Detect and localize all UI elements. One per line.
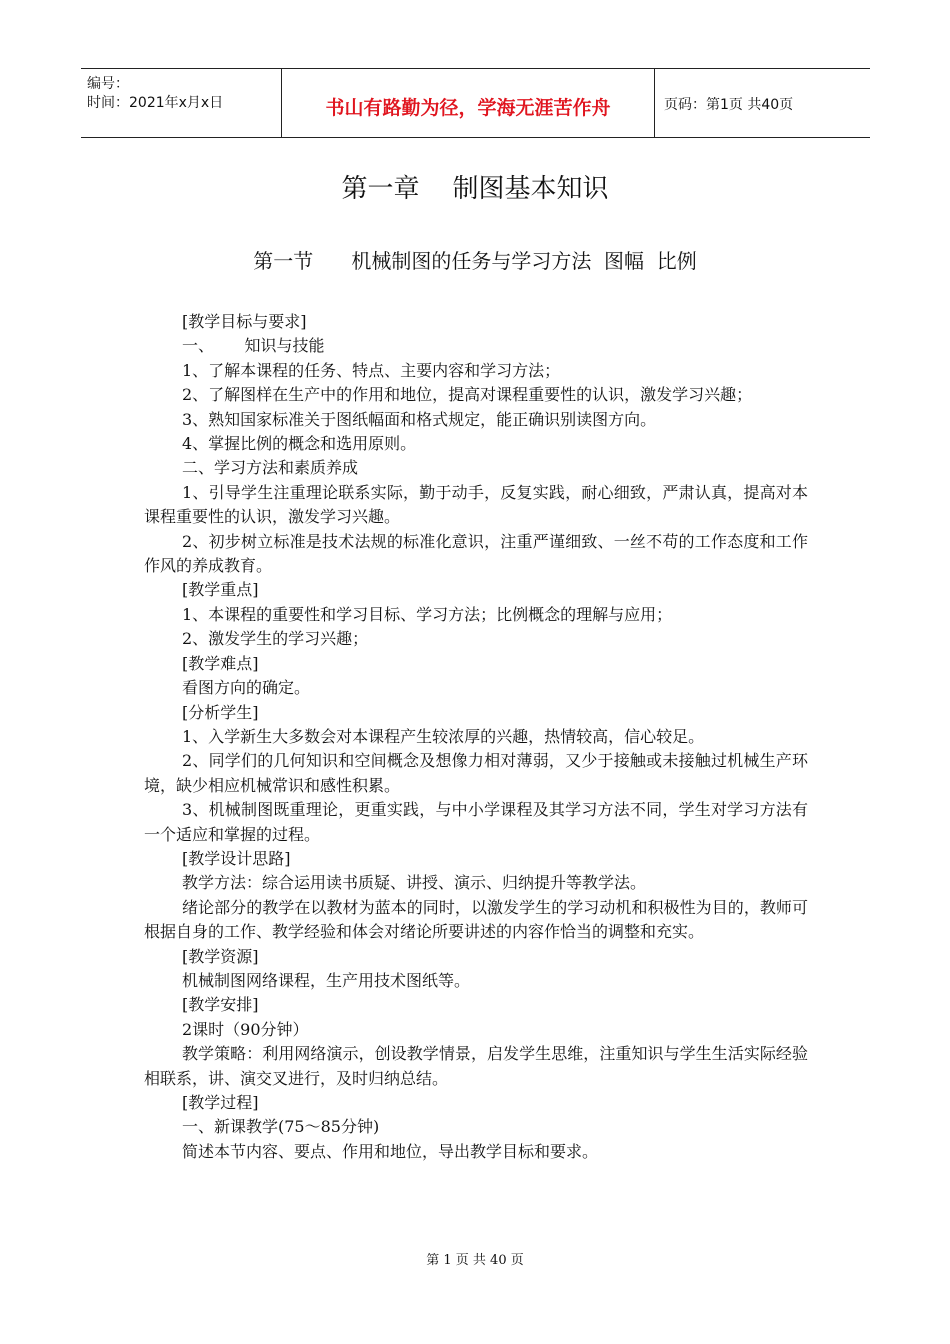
- body-text: [144, 310, 808, 1164]
- paragraph: 二、学习方法和素质养成: [182, 458, 359, 478]
- paragraph: [教学难点]: [182, 653, 259, 673]
- paragraph: [教学目标与要求]: [182, 312, 307, 331]
- paragraph: 绪论部分的教学在以教材为蓝本的同时，以激发学生的学习动机和积极性为目的，教师可根据自身的工作、教学经验和体会对绪论所要讲述的内容作恰当的调整和充实。: [144, 897, 808, 942]
- paragraph: 2课时（90分钟）: [182, 1019, 309, 1039]
- header-motto: 书山有路勤为径，学海无涯苦作舟: [325, 97, 611, 119]
- page-footer: 第 1 页 共 40 页: [426, 1253, 524, 1268]
- document-time-label: 时间：2021年x月x日: [87, 95, 224, 111]
- paragraph: 1、引导学生注重理论联系实际，勤于动手，反复实践，耐心细致，严肃认真，提高对本课程重要性的认识，激发学习兴趣。: [144, 482, 808, 527]
- header-motto-cell: [281, 69, 655, 137]
- paragraph: [教学过程]: [182, 1093, 259, 1112]
- paragraph: 3、熟知国家标准关于图纸幅面和格式规定，能正确识别读图方向。: [182, 409, 657, 429]
- paragraph: [教学设计思路]: [182, 848, 291, 868]
- paragraph: 看图方向的确定。: [182, 678, 311, 698]
- document-header: [81, 68, 870, 138]
- header-page-cell: [654, 69, 870, 137]
- paragraph: 2、了解图样在生产中的作用和地位，提高对课程重要性的认识，激发学习兴趣；: [182, 385, 753, 405]
- paragraph: [教学安排]: [182, 995, 259, 1015]
- header-meta: [81, 69, 281, 137]
- paragraph: 教学方法：综合运用读书质疑、讲授、演示、归纳提升等教学法。: [182, 873, 647, 893]
- paragraph: 机械制图网络课程，生产用技术图纸等。: [182, 970, 471, 990]
- paragraph: 2、同学们的几何知识和空间概念及想像力相对薄弱，又少于接触或未接触过机械生产环境，缺少相应机械常识和感性积累。: [144, 751, 808, 795]
- paragraph: [教学资源]: [182, 946, 259, 966]
- paragraph: 1、了解本课程的任务、特点、主要内容和学习方法；: [182, 360, 561, 380]
- paragraph: 4、掌握比例的概念和选用原则。: [182, 434, 417, 454]
- header-page-info: 页码：第1页 共40页: [664, 97, 794, 113]
- paragraph: 1、入学新生大多数会对本课程产生较浓厚的兴趣，热情较高，信心较足。: [182, 726, 705, 746]
- chapter-title: 第一章 制图基本知识: [341, 174, 609, 204]
- paragraph: 2、激发学生的学习兴趣；: [182, 629, 369, 649]
- paragraph: 1、本课程的重要性和学习目标、学习方法；比例概念的理解与应用；: [182, 604, 673, 624]
- document-number-label: 编号：: [87, 76, 129, 92]
- paragraph: [教学重点]: [182, 580, 259, 600]
- paragraph: 一、新课教学(75～85分钟): [182, 1117, 380, 1137]
- paragraph: 3、机械制图既重理论，更重实践，与中小学课程及其学习方法不同，学生对学习方法有一个适应和掌握的过程。: [144, 800, 808, 844]
- paragraph: [分析学生]: [182, 702, 259, 722]
- paragraph: 2、初步树立标准是技术法规的标准化意识，注重严谨细致、一丝不苟的工作态度和工作作风的养成教育。: [144, 531, 808, 576]
- paragraph: 一、 知识与技能: [182, 336, 325, 356]
- paragraph: 简述本节内容、要点、作用和地位，导出教学目标和要求。: [182, 1141, 599, 1161]
- section-title: 第一节 机械制图的任务与学习方法 图幅 比例: [253, 249, 697, 273]
- paragraph: 教学策略：利用网络演示，创设教学情景，启发学生思维，注重知识与学生生活实际经验相联系，讲、演交叉进行，及时归纳总结。: [144, 1044, 808, 1088]
